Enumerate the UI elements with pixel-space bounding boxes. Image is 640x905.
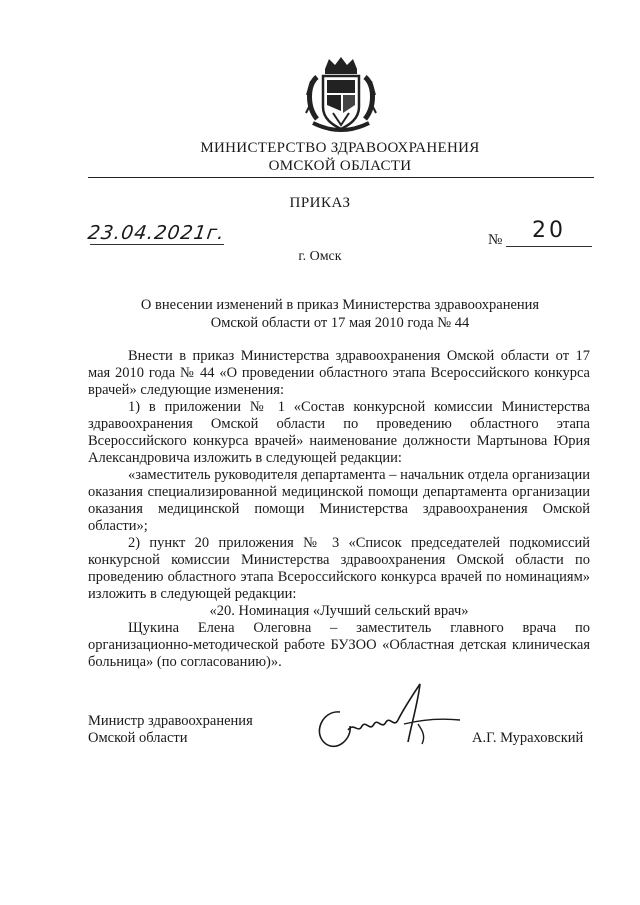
body-paragraph-item2: 2) пункт 20 приложения № 3 «Список председателей подкомиссий конкурсной комиссии Министерства здравоохранения Омской области по проведению областного этапа Всероссийского конкурса врачей по номинациям» изложить в следующей редакции:: [88, 535, 590, 602]
header-divider: [88, 177, 594, 178]
order-body: [88, 348, 590, 671]
ministry-name-line1: МИНИСТЕРСТВО ЗДРАВООХРАНЕНИЯ: [200, 140, 480, 156]
signer-title-line1: Министр здравоохранения: [88, 713, 253, 729]
body-paragraph-chairperson: Щукина Елена Олеговна – заместитель главного врача по организационно-методической работе БУЗОО «Областная детская клиническая больница» (по согласованию)».: [88, 620, 590, 670]
order-date: 23.04.2021г.: [86, 222, 227, 244]
signer-title-line2: Омской области: [88, 730, 188, 746]
signer-title: [88, 713, 253, 747]
handwritten-signature-icon: [300, 672, 470, 762]
body-paragraph-intro: Внести в приказ Министерства здравоохранения Омской области от 17 мая 2010 года № 44 «О проведении областного этапа Всероссийского конкурса врачей» следующие изменения:: [88, 348, 590, 398]
coat-of-arms-icon: [303, 55, 379, 135]
subject-line2: Омской области от 17 мая 2010 года № 44: [210, 315, 470, 331]
subject-line1: О внесении изменений в приказ Министерства здравоохранения: [140, 297, 540, 313]
document-type: ПРИКАЗ: [289, 195, 351, 211]
body-paragraph-nomination: «20. Номинация «Лучший сельский врач»: [209, 603, 469, 619]
order-subject: [90, 296, 590, 332]
issue-city: г. Омск: [298, 249, 342, 264]
signer-name: А.Г. Мураховский: [472, 730, 584, 746]
body-paragraph-item1: 1) в приложении № 1 «Состав конкурсной комиссии Министерства здравоохранения Омской области по проведению областного этапа Всероссийского конкурса врачей» наименование должности Мартынова Юрия Александровича изложить в следующей редакции:: [88, 399, 590, 466]
date-underline: [90, 244, 224, 245]
ministry-name-line2: ОМСКОЙ ОБЛАСТИ: [268, 158, 412, 174]
order-number-label: №: [488, 232, 503, 248]
number-underline: [506, 246, 592, 247]
order-number: 20: [532, 218, 566, 243]
body-paragraph-item1-text: «заместитель руководителя департамента – начальник отдела организации оказания специализированной медицинской помощи департамента организации оказания медицинской помощи Министерства здравоохранения Омской области»;: [88, 467, 590, 534]
